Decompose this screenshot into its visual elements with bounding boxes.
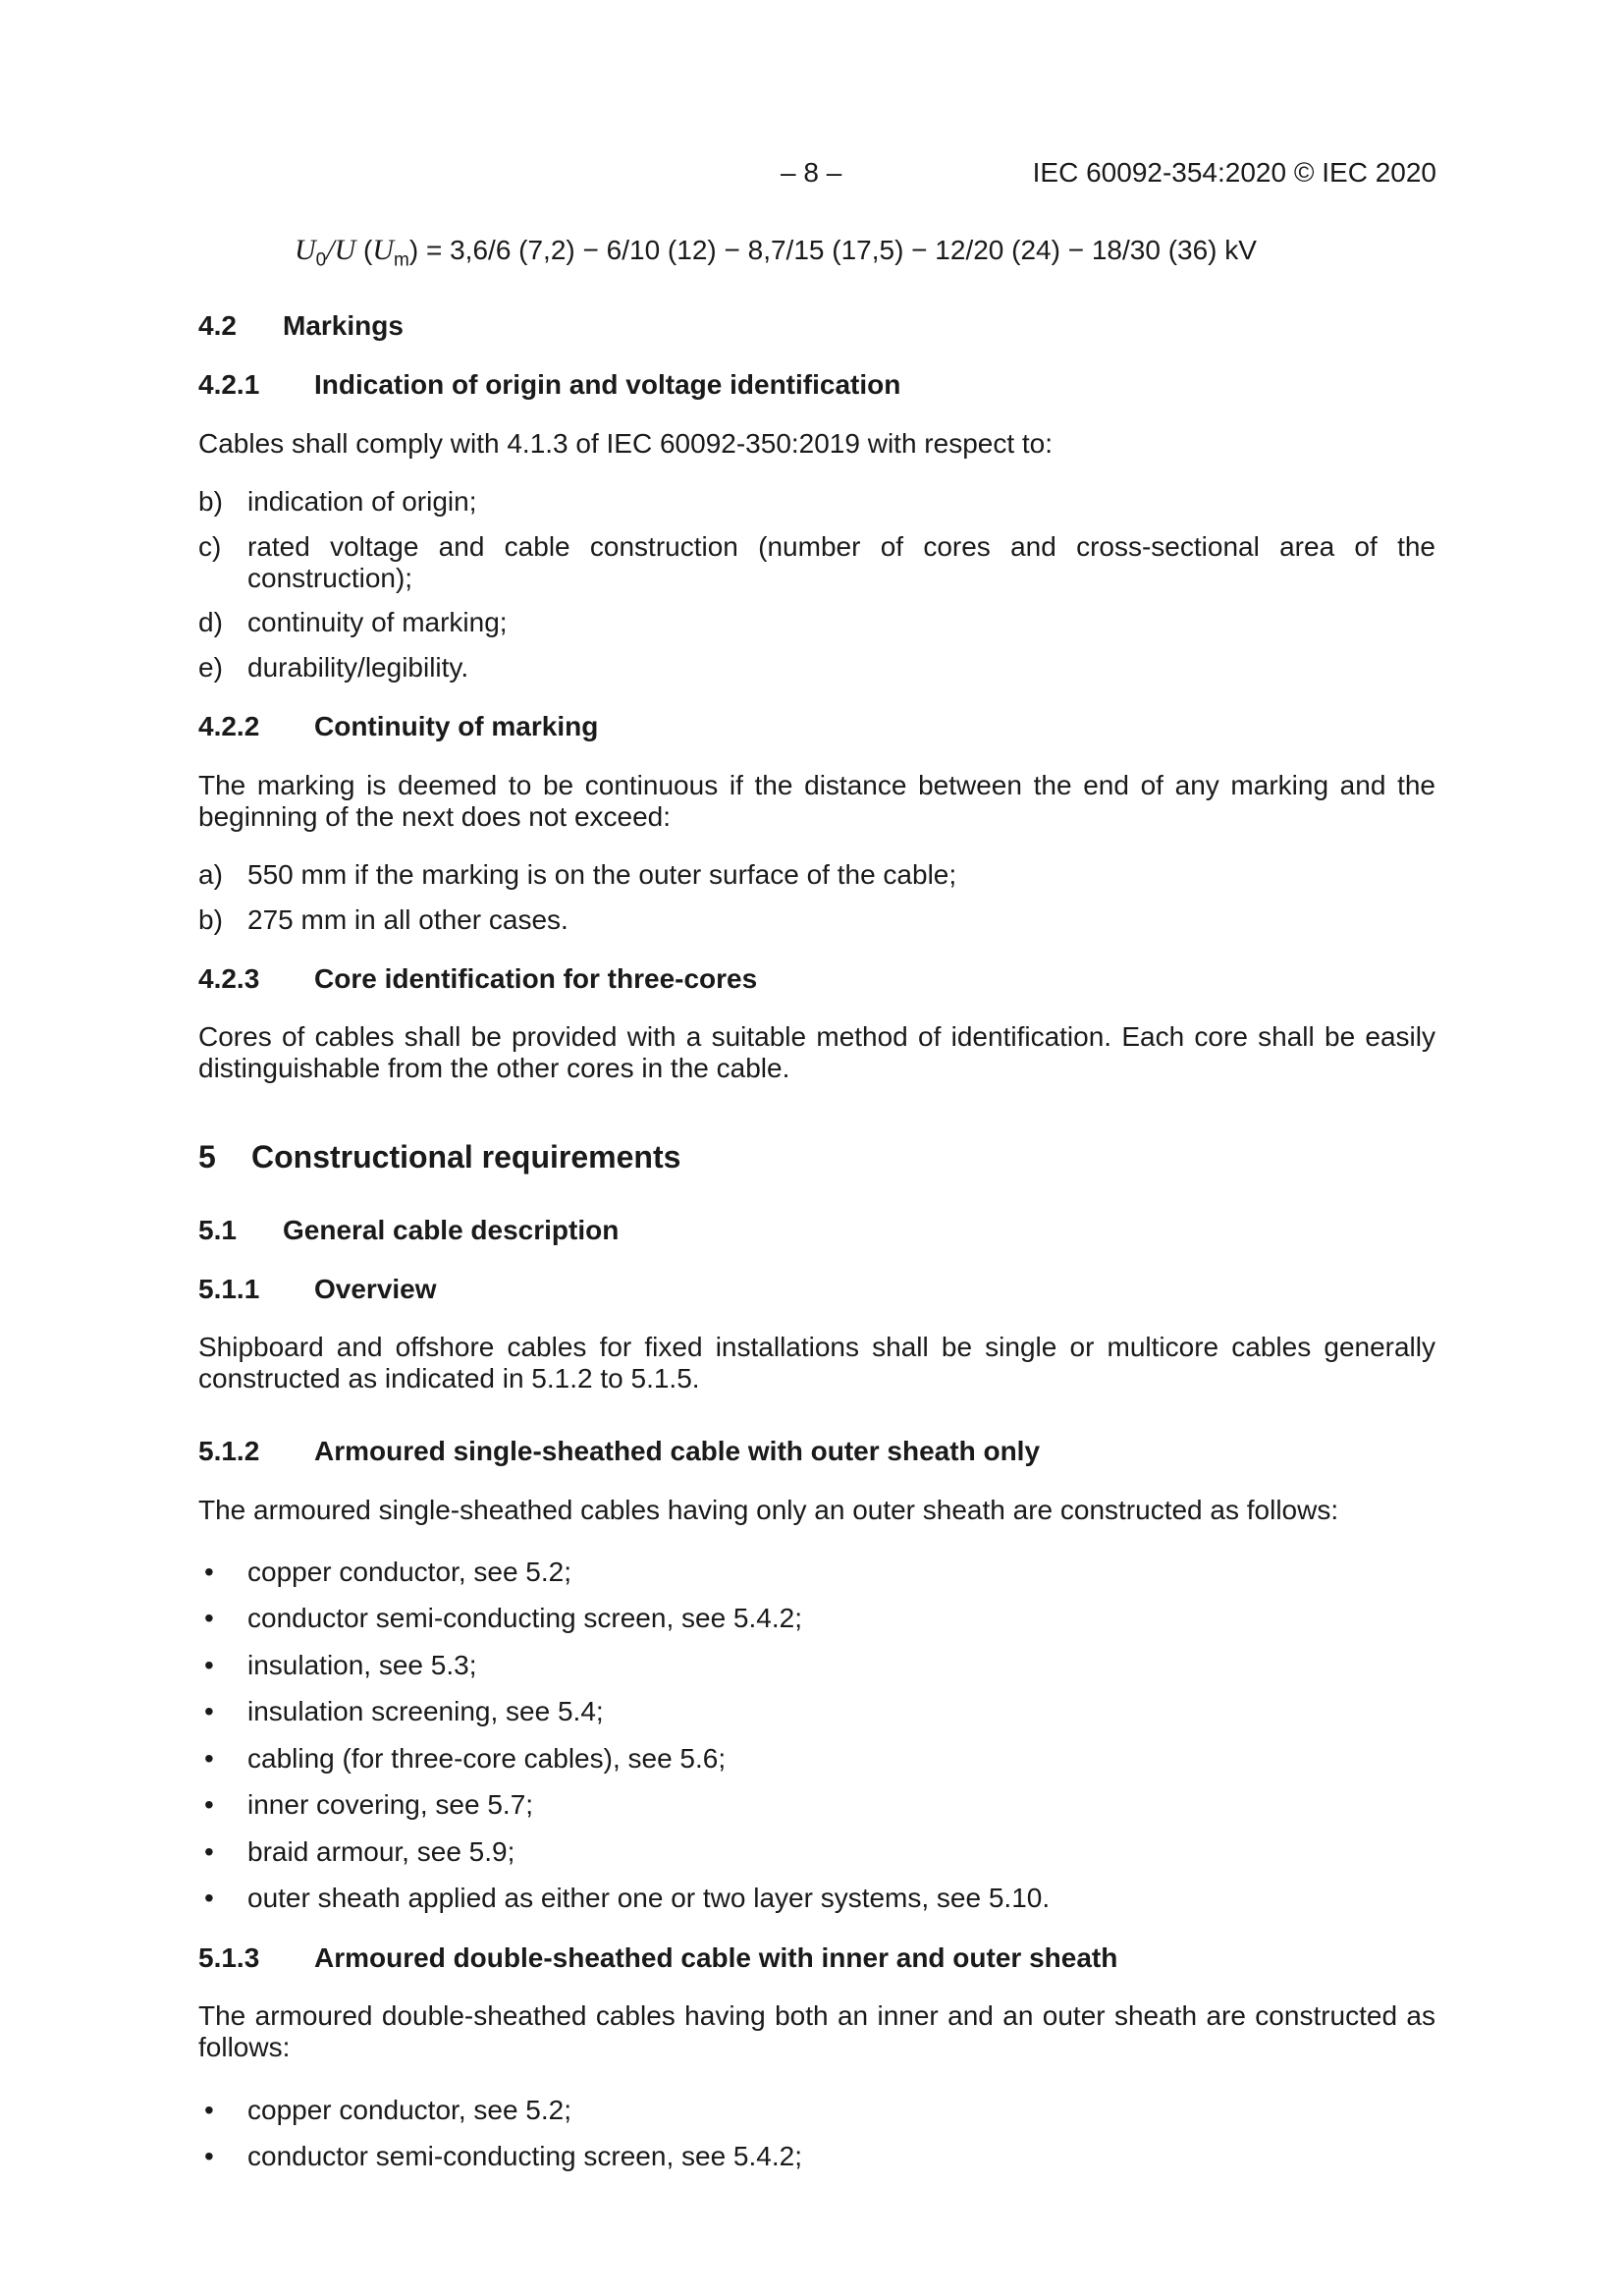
heading-4-2-3: 4.2.3 Core identification for three-cores — [198, 963, 758, 994]
heading-5-1-2: 5.1.2 Armoured single-sheathed cable with outer sheath only — [198, 1436, 1041, 1466]
paragraph: Cores of cables shall be provided with a suitable method of identification. Each core shall be easily distinguishable from the other cores in the cable. — [198, 1021, 1435, 1083]
paragraph: Shipboard and offshore cables for fixed installations shall be single or multicore cables generally constructed as indicated in 5.1.2 to 5.1.5. — [198, 1332, 1435, 1394]
bullet-item: • inner covering, see 5.7; — [204, 1789, 534, 1820]
heading-5-1-1: 5.1.1 Overview — [198, 1274, 437, 1304]
paragraph: The armoured double-sheathed cables having both an inner and an outer sheath are constructed as follows: — [198, 2000, 1435, 2062]
bullet-item: • outer sheath applied as either one or two layer systems, see 5.10. — [204, 1883, 1051, 1913]
bullet-item: • insulation, see 5.3; — [204, 1650, 477, 1680]
heading-4-2-2: 4.2.2 Continuity of marking — [198, 711, 599, 741]
page-number: – 8 – — [781, 157, 842, 188]
voltage-formula: $U_0/U$ $(U_m) = 3,6/6$ (7,2) − 6/10 (12) − 8,7/15 (17,5) − 12/20 (24) − 18/30 (36) kV — [295, 234, 1257, 271]
heading-4-2-1: 4.2.1 Indication of origin and voltage identification — [198, 369, 901, 400]
bullet-item: • conductor semi-conducting screen, see 5.4.2; — [204, 2141, 802, 2171]
heading-5-1: 5.1 General cable description — [198, 1215, 620, 1245]
paragraph: Cables shall comply with 4.1.3 of IEC 60092-350:2019 with respect to: — [198, 428, 1054, 459]
heading-5-1-3: 5.1.3 Armoured double-sheathed cable with inner and outer sheath — [198, 1942, 1118, 1973]
list-item: c) rated voltage and cable construction (number of cores and cross-sectional area of the construction); — [198, 531, 1435, 593]
list-item: e) durability/legibility. — [198, 652, 469, 683]
list-item: a) 550 mm if the marking is on the outer surface of the cable; — [198, 859, 957, 890]
heading-4-2: 4.2 Markings — [198, 310, 404, 341]
paragraph: The armoured single-sheathed cables having only an outer sheath are constructed as follows: — [198, 1495, 1339, 1525]
list-item: b) indication of origin; — [198, 486, 477, 517]
list-item: d) continuity of marking; — [198, 607, 508, 637]
bullet-item: • copper conductor, see 5.2; — [204, 1557, 571, 1587]
paragraph: The marking is deemed to be continuous if the distance between the end of any marking and the beginning of the next does not exceed: — [198, 770, 1435, 832]
standard-reference: IEC 60092-354:2020 © IEC 2020 — [1032, 157, 1436, 188]
heading-5: 5 Constructional requirements — [198, 1139, 681, 1175]
bullet-item: • cabling (for three-core cables), see 5.6; — [204, 1743, 727, 1774]
bullet-item: • braid armour, see 5.9; — [204, 1836, 515, 1867]
list-item: b) 275 mm in all other cases. — [198, 904, 568, 935]
bullet-item: • conductor semi-conducting screen, see 5.4.2; — [204, 1603, 802, 1633]
bullet-item: • copper conductor, see 5.2; — [204, 2095, 571, 2125]
bullet-item: • insulation screening, see 5.4; — [204, 1696, 604, 1726]
